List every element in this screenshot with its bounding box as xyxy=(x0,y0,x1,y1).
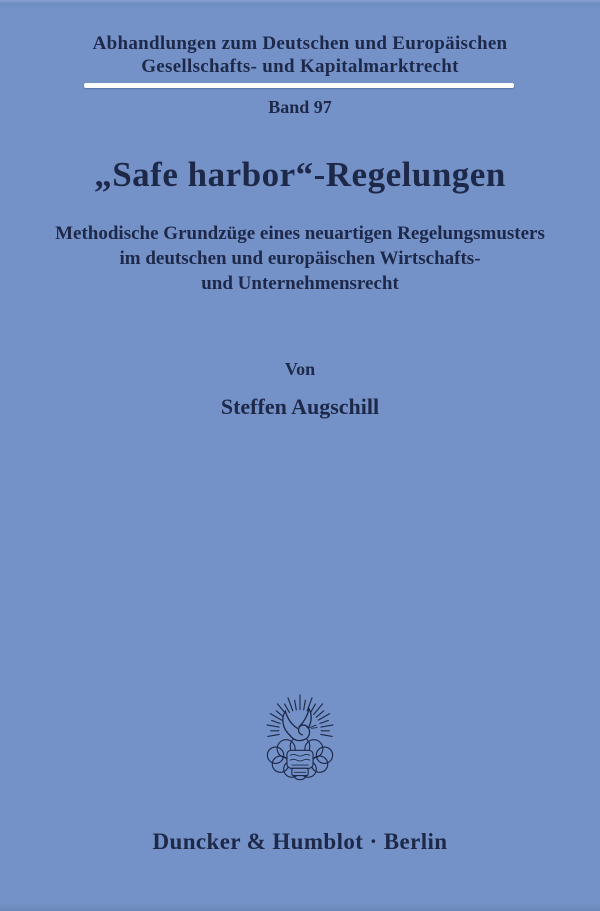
book-title: „Safe harbor“-Regelungen xyxy=(94,155,506,194)
book-subtitle-line3: und Unternehmensrecht xyxy=(201,273,399,294)
bottom-edge-shading xyxy=(0,901,600,911)
volume-number: Band 97 xyxy=(268,97,332,117)
author-name: Steffen Augschill xyxy=(220,394,380,419)
divider-rule xyxy=(84,83,514,88)
book-subtitle-line1: Methodische Grundzüge eines neuartigen Regelungsmusters xyxy=(55,223,545,244)
series-title-line2: Gesellschafts- und Kapitalmarktrecht xyxy=(141,56,459,77)
publisher-emblem xyxy=(259,690,341,796)
byline: Von xyxy=(284,359,316,379)
series-title xyxy=(0,32,600,78)
publisher-emblem-dove-icon xyxy=(259,690,341,796)
book-subtitle xyxy=(0,221,600,296)
top-edge-shading xyxy=(0,0,600,8)
book-subtitle-line2: im deutschen und europäischen Wirtschafts- xyxy=(119,248,481,269)
publisher-imprint: Duncker & Humblot · Berlin xyxy=(152,829,448,854)
series-title-line1: Abhandlungen zum Deutschen und Europäischen xyxy=(92,33,508,54)
